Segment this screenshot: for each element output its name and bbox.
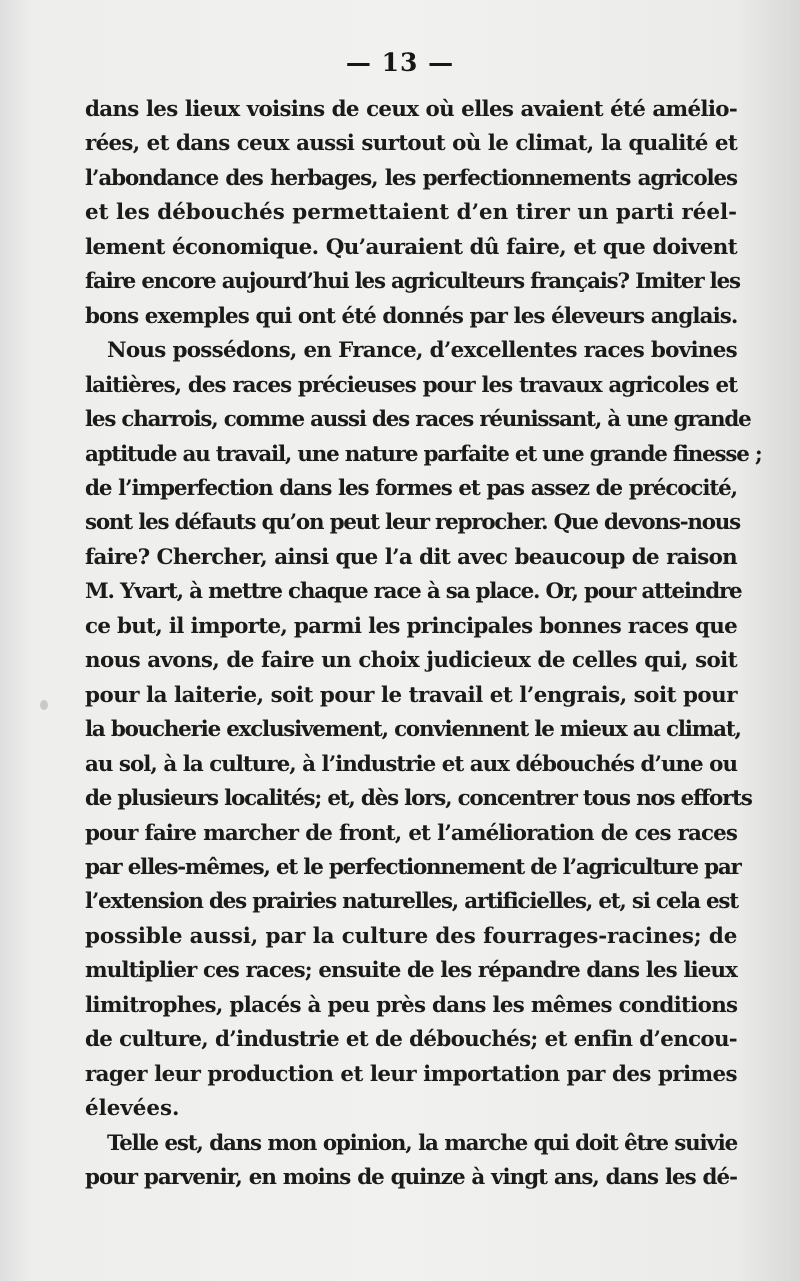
text-line: Telle est, dans mon opinion, la marche qui doit être suivie: [107, 1130, 737, 1156]
text-line: ce but, il importe, parmi les principales bonnes races que: [85, 613, 737, 639]
text-line: aptitude au travail, une nature parfaite et une grande finesse ;: [85, 441, 762, 467]
text-line: nous avons, de faire un choix judicieux de celles qui, soit: [85, 648, 737, 674]
text-line: M. Yvart, à mettre chaque race à sa place. Or, pour atteindre: [85, 579, 742, 605]
text-line: faire encore aujourd’hui les agriculteurs français? Imiter les: [85, 269, 740, 295]
text-line: l’extension des prairies naturelles, artificielles, et, si cela est: [85, 889, 738, 915]
text-line: bons exemples qui ont été donnés par les éleveurs anglais.: [85, 303, 738, 329]
text-line: pour faire marcher de front, et l’amélioration de ces races: [85, 820, 737, 846]
text-line: pour la laiterie, soit pour le travail et l’engrais, soit pour: [85, 682, 737, 708]
text-line: sont les défauts qu’on peut leur reprocher. Que devons-nous: [85, 510, 740, 536]
text-line: de plusieurs localités; et, dès lors, concentrer tous nos efforts: [85, 786, 752, 812]
text-line: de culture, d’industrie et de débouchés; et enfin d’encou-: [85, 1027, 737, 1053]
text-line: de l’imperfection dans les formes et pas assez de précocité,: [85, 475, 737, 501]
paper-speck: [40, 700, 48, 710]
text-line: et les débouchés permettaient d’en tirer un parti réel-: [85, 200, 737, 226]
text-line: au sol, à la culture, à l’industrie et aux débouchés d’une ou: [85, 751, 737, 777]
text-line: rager leur production et leur importation par des primes: [85, 1061, 737, 1087]
text-line: multiplier ces races; ensuite de les répandre dans les lieux: [85, 958, 737, 984]
text-line: par elles-mêmes, et le perfectionnement de l’agriculture par: [85, 854, 741, 880]
text-line: l’abondance des herbages, les perfectionnements agricoles: [85, 165, 737, 191]
text-line: la boucherie exclusivement, conviennent le mieux au climat,: [85, 717, 741, 743]
text-line: limitrophes, placés à peu près dans les mêmes conditions: [85, 992, 738, 1018]
body-text: [85, 93, 762, 1196]
text-line: dans les lieux voisins de ceux où elles avaient été amélio-: [85, 97, 737, 122]
text-line: pour parvenir, en moins de quinze à vingt ans, dans les dé-: [85, 1165, 737, 1191]
text-line: lement économique. Qu’auraient dû faire, et que doivent: [85, 234, 737, 260]
text-line: élevées.: [85, 1096, 180, 1122]
text-line: faire? Chercher, ainsi que l’a dit avec beaucoup de raison: [85, 544, 737, 570]
page-number: — 13 —: [345, 48, 455, 77]
text-line: Nous possédons, en France, d’excellentes races bovines: [107, 338, 737, 364]
text-line: rées, et dans ceux aussi surtout où le climat, la qualité et: [85, 131, 737, 157]
text-line: possible aussi, par la culture des fourrages-racines; de: [85, 923, 738, 949]
text-line: laitières, des races précieuses pour les travaux agricoles et: [85, 372, 737, 398]
text-line: les charrois, comme aussi des races réunissant, à une grande: [85, 407, 751, 433]
